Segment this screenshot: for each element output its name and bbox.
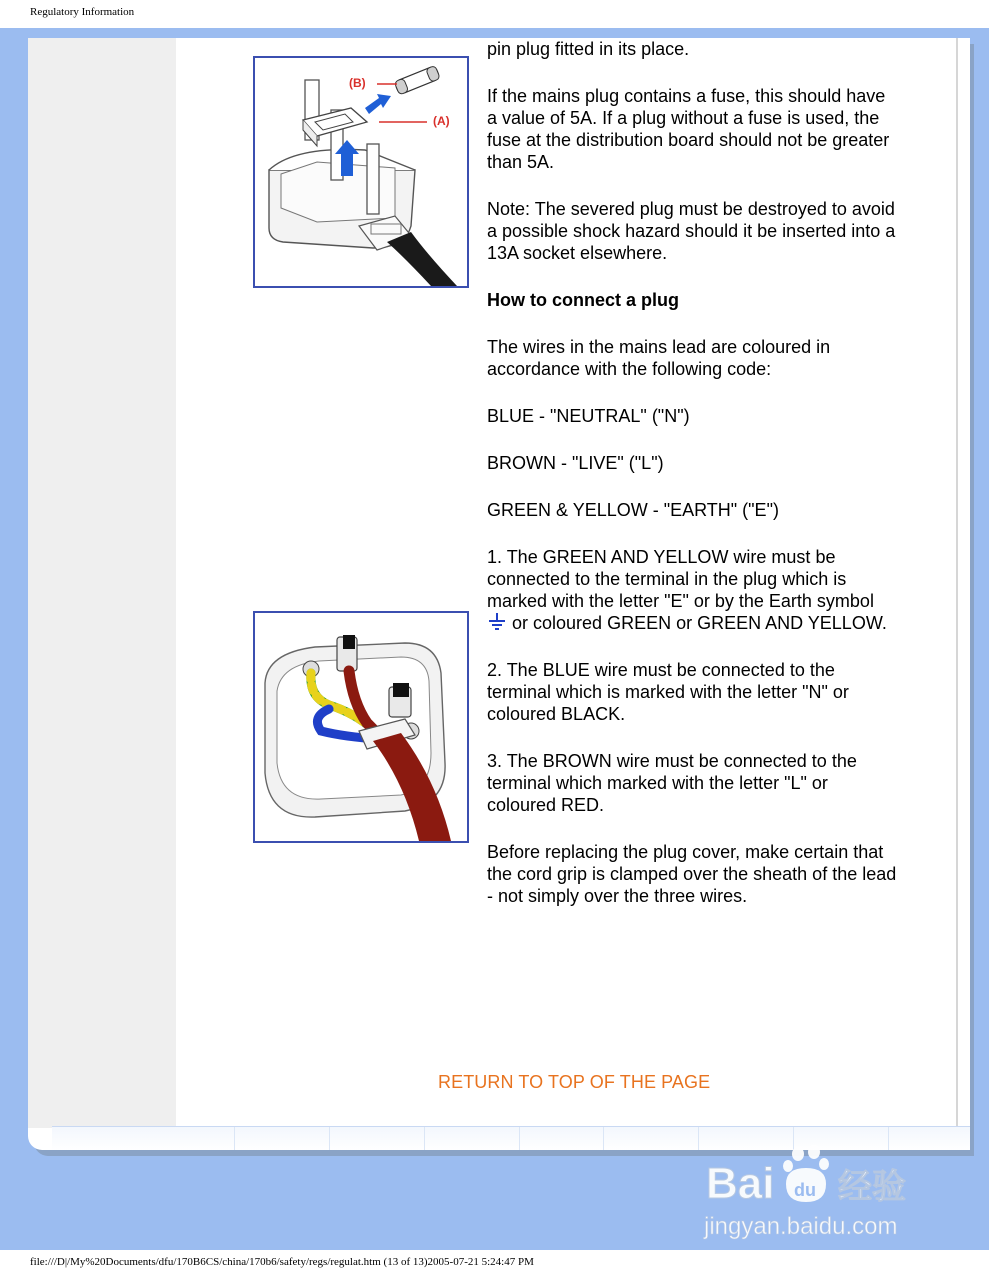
wired-plug-illustration — [255, 613, 467, 841]
watermark-brand: Bai — [706, 1159, 775, 1208]
step-1-continued: or coloured GREEN or GREEN AND YELLOW. — [512, 613, 887, 633]
watermark-url: jingyan.baidu.com — [704, 1213, 898, 1240]
earth-symbol-icon — [487, 613, 507, 631]
content-panel — [28, 38, 970, 1150]
step-2-paragraph: 2. The BLUE wire must be connected to the terminal which is marked with the letter "N" or coloured BLACK. — [487, 660, 849, 724]
left-margin-column — [28, 38, 176, 1128]
section-heading: How to connect a plug — [487, 290, 679, 310]
fuse-plug-figure — [253, 56, 469, 288]
step-1-paragraph — [487, 546, 897, 634]
fuse-note-paragraph: If the mains plug contains a fuse, this should have a value of 5A. If a plug without a fuse is used, the fuse at the distribution board should not be greater than 5A. — [487, 86, 890, 172]
callout-b-label: (B) — [349, 76, 366, 90]
footer-file-path: file:///D|/My%20Documents/dfu/170B6CS/china/170b6/safety/regs/regulat.htm (13 of 13)2005-07-21 5:24:47 PM — [30, 1256, 534, 1268]
watermark-cn: 经验 — [838, 1167, 906, 1207]
insert-arrow-icon — [365, 94, 391, 114]
fuse-plug-illustration — [255, 58, 467, 286]
code-brown: BROWN - "LIVE" ("L") — [487, 453, 664, 473]
intro-tail-paragraph: pin plug fitted in its place. — [487, 39, 690, 59]
step-1-text: 1. The GREEN AND YELLOW wire must be connected to the terminal in the plug which is marked with the letter "E" or by the Earth symbol — [487, 547, 874, 611]
right-divider — [956, 38, 958, 1128]
return-to-top-link[interactable]: RETURN TO TOP OF THE PAGE — [438, 1072, 711, 1092]
wired-plug-figure — [253, 611, 469, 843]
callout-a-label: (A) — [433, 114, 450, 128]
code-blue: BLUE - "NEUTRAL" ("N") — [487, 406, 690, 426]
watermark-brand-suffix: du — [794, 1180, 816, 1200]
wires-intro-paragraph: The wires in the mains lead are coloured in accordance with the following code: — [487, 337, 831, 379]
page-header-title: Regulatory Information — [30, 6, 135, 18]
step-3-paragraph: 3. The BROWN wire must be connected to the terminal which marked with the letter "L" or coloured RED. — [487, 751, 857, 815]
baidu-watermark — [700, 1142, 940, 1242]
body-text-column — [487, 38, 897, 932]
destroy-note-paragraph: Note: The severed plug must be destroyed to avoid a possible shock hazard should it be inserted into a 13A socket elsewhere. — [487, 199, 896, 263]
closing-paragraph: Before replacing the plug cover, make certain that the cord grip is clamped over the sheath of the lead - not simply over the three wires. — [487, 842, 897, 906]
baidu-logo — [700, 1142, 940, 1242]
code-green-yellow: GREEN & YELLOW - "EARTH" ("E") — [487, 500, 779, 520]
